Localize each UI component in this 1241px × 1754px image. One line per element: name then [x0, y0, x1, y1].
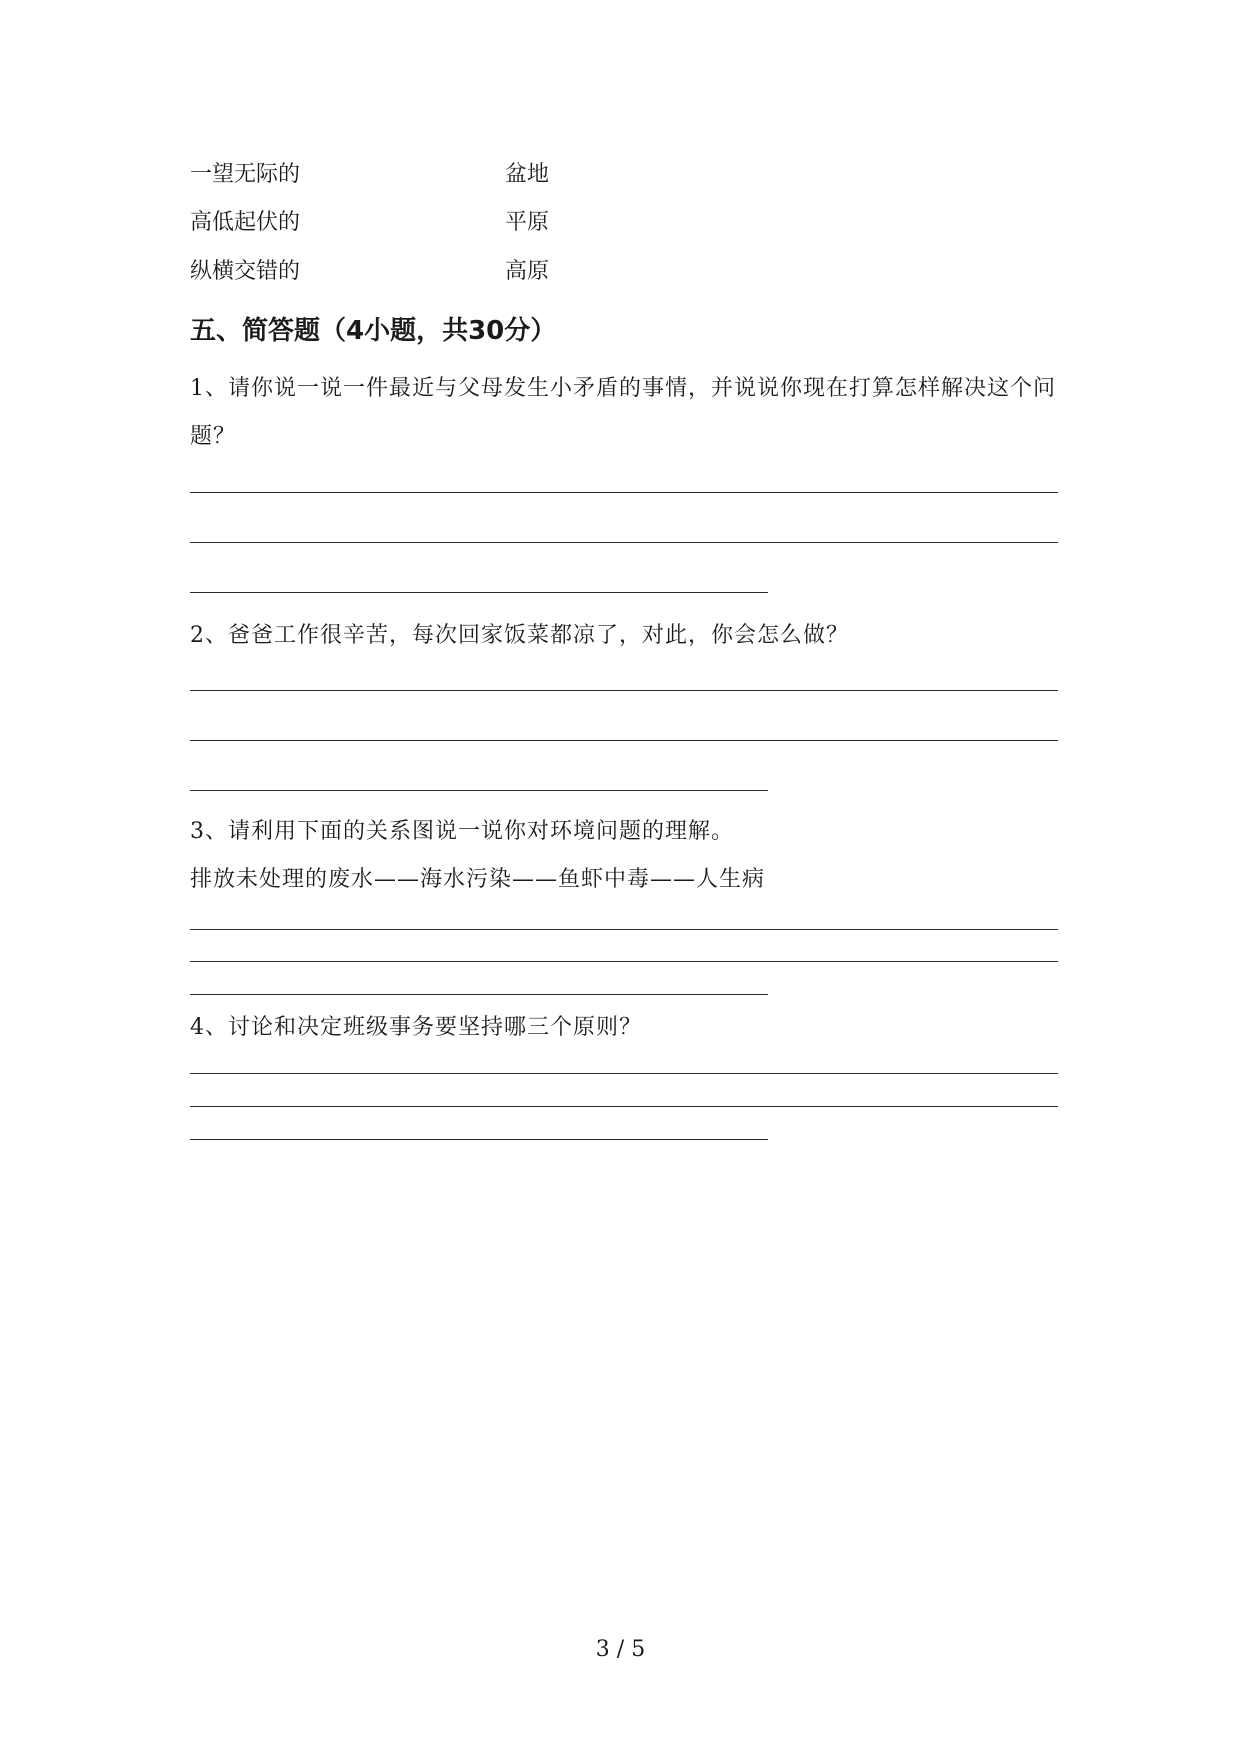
question-4-text: 4、讨论和决定班级事务要坚持哪三个原则？ [190, 1015, 642, 1040]
question-3-text: 3、请利用下面的关系图说一说你对环境问题的理解。 [190, 819, 734, 844]
answer-line[interactable] [190, 1073, 1058, 1074]
answer-line[interactable] [190, 994, 768, 995]
answer-line[interactable] [190, 740, 1058, 741]
question-2-text: 2、爸爸工作很辛苦，每次回家饭菜都凉了，对此，你会怎么做？ [190, 623, 849, 648]
answer-line[interactable] [190, 790, 768, 791]
page-number: 3 / 5 [595, 1637, 646, 1662]
answer-line[interactable] [190, 492, 1058, 493]
matching-left-item: 高低起伏的 [190, 210, 301, 235]
answer-line[interactable] [190, 1139, 768, 1140]
matching-right-item: 高原 [505, 259, 550, 284]
section-title: 五、简答题（4小题，共30分） [190, 316, 557, 346]
matching-right-item: 盆地 [505, 162, 550, 187]
question-1-text: 1、请你说一说一件最近与父母发生小矛盾的事情，并说说你现在打算怎样解决这个问题？ [190, 376, 1056, 449]
matching-left-item: 一望无际的 [190, 162, 301, 187]
answer-line[interactable] [190, 929, 1058, 930]
answer-line[interactable] [190, 542, 1058, 543]
relation-chain: 排放未处理的废水——海水污染——鱼虾中毒——人生病 [190, 867, 766, 892]
matching-left-item: 纵横交错的 [190, 259, 301, 284]
answer-line[interactable] [190, 961, 1058, 962]
answer-line[interactable] [190, 1106, 1058, 1107]
answer-line[interactable] [190, 592, 768, 593]
answer-line[interactable] [190, 690, 1058, 691]
matching-right-item: 平原 [505, 210, 550, 235]
